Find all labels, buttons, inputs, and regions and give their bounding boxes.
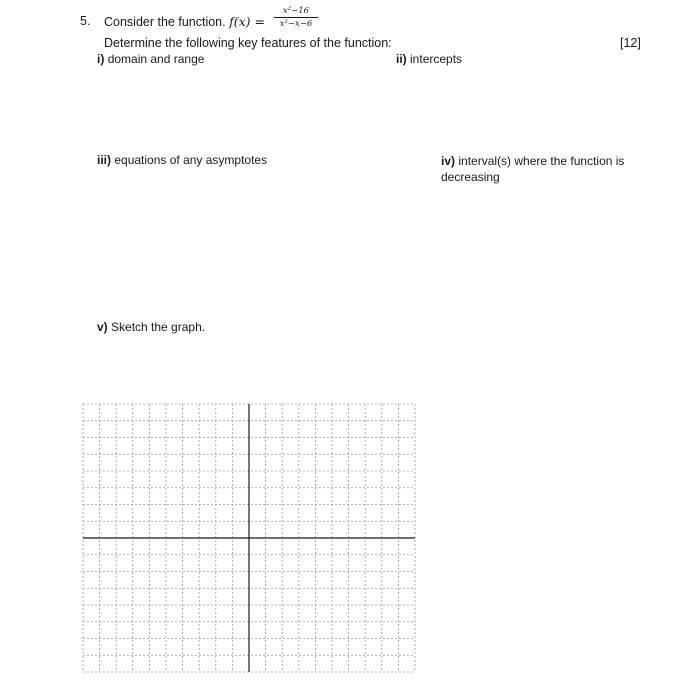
part-v-text: Sketch the graph. — [111, 320, 206, 334]
part-iii — [97, 153, 267, 167]
fraction-numerator: x²−16 — [274, 6, 318, 18]
part-iii-label: iii) — [97, 153, 111, 167]
stem-text: Consider the function. — [104, 15, 226, 29]
question-stem — [104, 14, 265, 29]
question-number: 5. — [80, 14, 91, 28]
part-v — [97, 320, 205, 334]
part-iii-text: equations of any asymptotes — [114, 153, 268, 167]
part-ii — [396, 52, 462, 66]
part-i-text: domain and range — [107, 52, 205, 66]
function-lhs: f(x) = — [229, 14, 265, 29]
part-iv-text: interval(s) where the function is decreasing — [441, 154, 625, 184]
instruction-text: Determine the following key features of the function: — [104, 36, 392, 50]
part-v-label: v) — [97, 320, 108, 334]
marks-label: [12] — [620, 36, 641, 50]
part-i — [97, 52, 204, 66]
part-ii-text: intercepts — [410, 52, 463, 66]
fraction-denominator: x²−x−6 — [279, 19, 313, 29]
part-iv-label: iv) — [441, 154, 456, 168]
graph-grid[interactable] — [82, 403, 416, 673]
part-ii-label: ii) — [396, 52, 407, 66]
function-fraction — [274, 6, 318, 29]
part-i-label: i) — [97, 52, 105, 66]
part-iv — [441, 153, 651, 185]
